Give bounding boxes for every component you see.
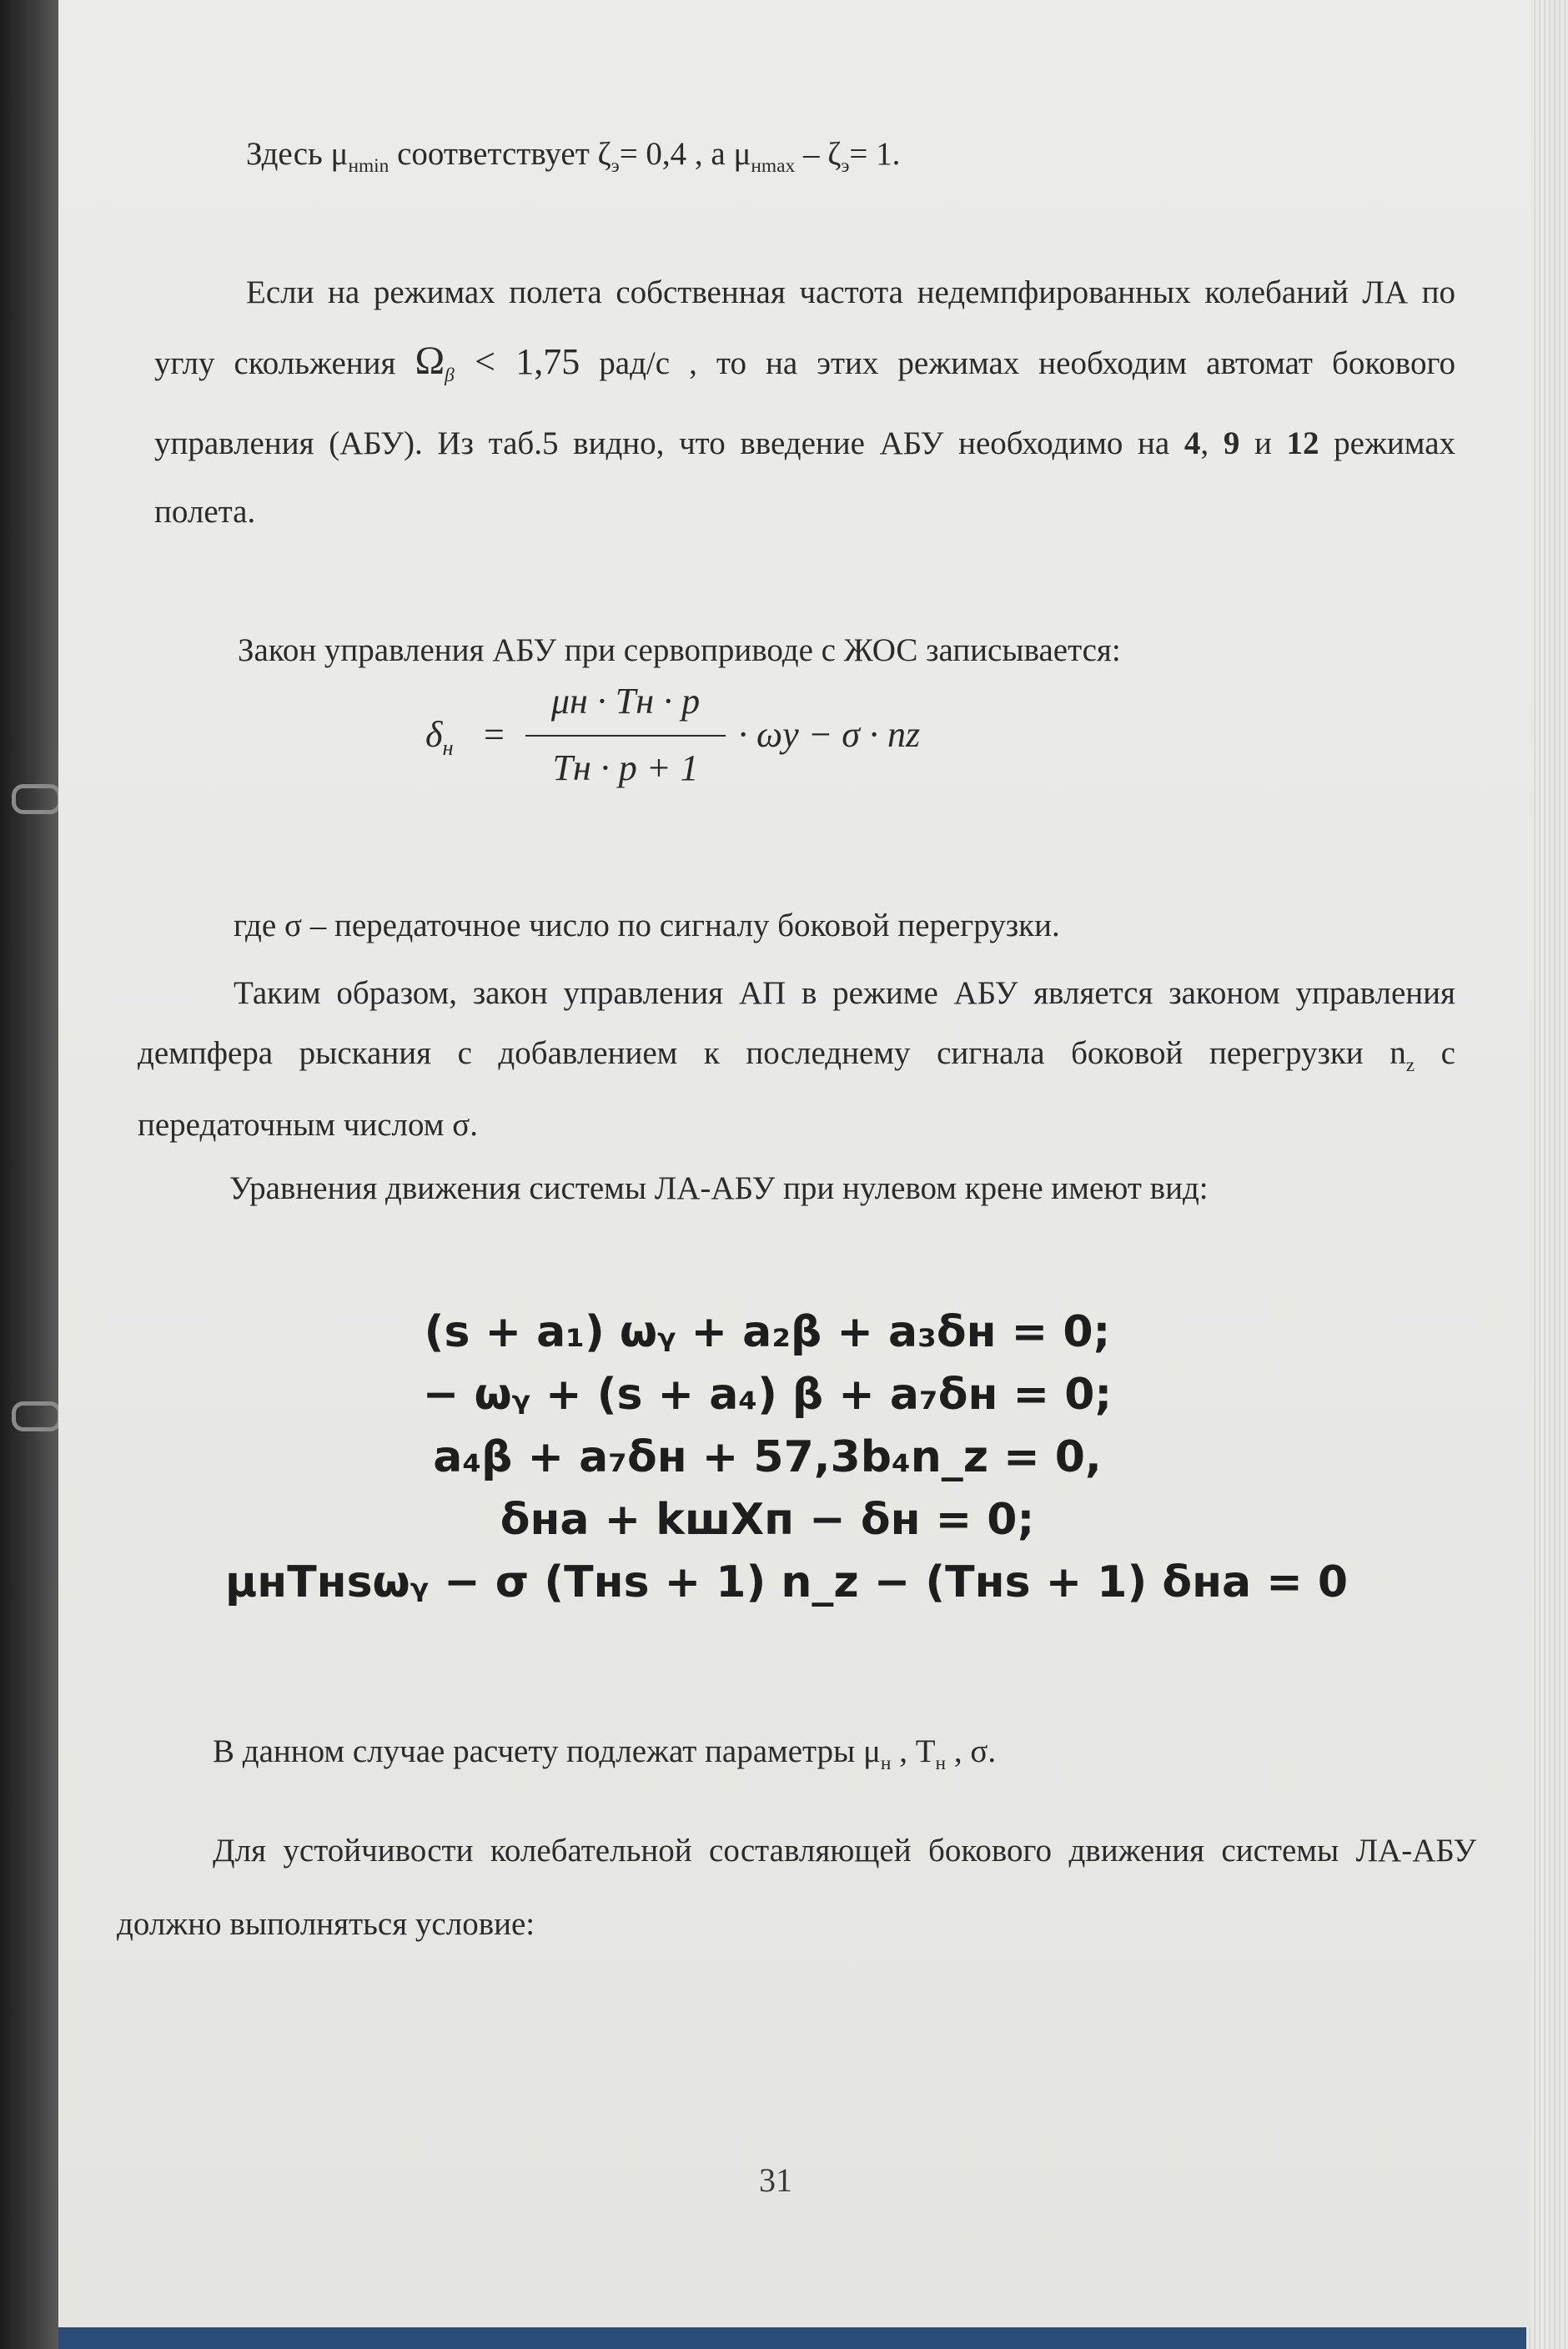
binder-ring (12, 784, 62, 814)
equation-line: − ωᵧ + (s + a₄) β + a₇δн = 0; (422, 1370, 1113, 1420)
formula-denominator: Tн · p + 1 (552, 747, 699, 788)
subscript: н (880, 1752, 892, 1774)
paragraph-abu-need (154, 259, 1455, 546)
text: с передаточным числом σ. (138, 1035, 1455, 1143)
paragraph-equations-intro (229, 1159, 1464, 1218)
paragraph-stability-condition (117, 1814, 1476, 1961)
text: , T (891, 1733, 936, 1769)
text: режимах полета. (154, 425, 1456, 530)
mode-number: 12 (1286, 425, 1319, 461)
control-law-formula (425, 680, 1176, 805)
paragraph-control-law (238, 621, 1447, 680)
omega-symbol: Ω (415, 339, 445, 383)
text: Таким образом, закон управления АП в режиме АБУ является законом управления демпфера рыскания с добавлением к последнему сигнала боковой перегрузки n (138, 975, 1455, 1071)
text: , σ. (946, 1733, 997, 1769)
text: Уравнения движения системы ЛА-АБУ при нулевом крене имеют вид: (229, 1170, 1209, 1206)
equation-line: a₄β + a₇δн + 57,3b₄n_z = 0, (433, 1432, 1102, 1482)
subscript: э (841, 154, 850, 177)
equation-line: (s + a₁) ωᵧ + a₂β + a₃δн = 0; (424, 1307, 1111, 1357)
subscript: β (445, 364, 455, 386)
mode-number: 4 (1184, 425, 1201, 461)
subscript: н (935, 1752, 947, 1774)
text: = 1. (849, 136, 901, 172)
formula-equals: = (484, 714, 505, 755)
omega-value: < 1,75 (454, 341, 580, 382)
text: – ζ (795, 136, 842, 172)
equation-system (225, 1301, 1349, 1614)
text: где σ – передаточное число по сигналу боковой перегрузки. (234, 908, 1060, 943)
mode-number: 9 (1223, 425, 1240, 461)
fraction-bar (525, 735, 726, 737)
binder-ring (12, 1401, 62, 1431)
equation-line: μнTнsωᵧ − σ (Tнs + 1) n_z − (Tнs + 1) δна = 0 (225, 1557, 1349, 1607)
text: В данном случае расчету подлежат параметры μ (213, 1733, 881, 1769)
subscript: z (1405, 1054, 1415, 1076)
equation-line: δна + kшXп − δн = 0; (500, 1495, 1035, 1545)
text: Если на режимах полета собственная частота недемпфированных колебаний ЛА по углу скольжения (154, 274, 1455, 381)
text: , (1200, 425, 1224, 461)
subscript: э (611, 154, 620, 177)
text: Здесь μ (246, 136, 349, 172)
subscript: нmin (348, 154, 389, 177)
formula-rest: · ωу − σ · nz (738, 714, 921, 755)
text: и (1239, 425, 1287, 461)
text: Закон управления АБУ при сервоприводе с ЖОС записывается: (238, 632, 1121, 668)
text: рад/с , то на этих режимах необходим автомат бокового управления (АБУ). Из таб.5 видно, что введение АБУ необходимо на (154, 345, 1455, 461)
paragraph-parameters (213, 1723, 1447, 1793)
text: = 0,4 , а μ (619, 136, 751, 172)
subscript: нmax (751, 154, 796, 177)
page-number: 31 (759, 2161, 792, 2199)
formula-numerator: μн · Tн · p (550, 681, 701, 722)
formula-lhs: $\delta_н$ (425, 714, 454, 760)
paragraph-sigma (234, 897, 1443, 955)
text: соответствует ζ (389, 136, 611, 172)
page-stack-edge (1526, 0, 1568, 2349)
binder-spine (0, 0, 58, 2349)
text: Для устойчивости колебательной составляющей бокового движения системы ЛА-АБУ должно выполняться условие: (117, 1833, 1476, 1942)
paragraph-yaw-damper (138, 963, 1455, 1155)
document-page (58, 0, 1530, 2327)
line-mu-range (246, 125, 1497, 195)
